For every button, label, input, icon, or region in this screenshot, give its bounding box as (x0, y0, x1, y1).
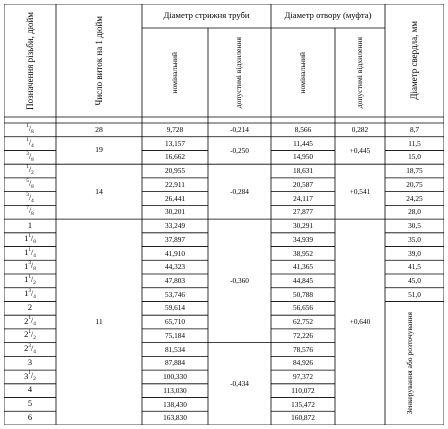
designation-fraction: $^1/_2$ (28, 329, 36, 342)
drill-diameter-value: 24,25 (406, 193, 423, 203)
pipe-nominal-value: 16,662 (164, 152, 186, 162)
hole-nominal-value: 110,072 (291, 385, 315, 395)
thread-designation (4, 288, 56, 302)
pipe-nominal-value: 47,803 (164, 276, 186, 286)
pipe-nominal-value: 37,897 (164, 234, 186, 244)
designation-fraction: $^3/_8$ (26, 150, 34, 163)
pipe-nominal-value: 9,728 (166, 125, 184, 135)
designation-fraction: $^1/_2$ (26, 164, 34, 177)
pipe-nominal-value: 100,330 (163, 372, 187, 382)
designation-whole: 3 (24, 371, 29, 381)
thread-designation (4, 370, 56, 384)
designation-fraction: $^3/_4$ (28, 287, 36, 300)
designation-fraction: $^1/_4$ (26, 136, 34, 149)
drill-note-text: Зенкерування або розточування (404, 312, 414, 415)
pipe-nominal-value: 41,910 (164, 248, 186, 258)
hole-nominal-value: 14,950 (292, 152, 314, 162)
drill-diameter-value: 15,0 (408, 152, 421, 162)
hole-nominal-value: 44,845 (292, 276, 314, 286)
thread-designation (4, 315, 56, 329)
thread-designation (4, 301, 56, 315)
designation-whole: 5 (27, 398, 33, 408)
thread-designation (4, 247, 56, 261)
designation-fraction: $^3/_4$ (28, 342, 36, 355)
drill-diameter-value: 11,5 (408, 138, 421, 148)
hole-tolerance-value: +0,541 (349, 186, 371, 196)
hole-tolerance-value: +0,445 (349, 145, 371, 155)
designation-fraction: $^3/_8$ (28, 260, 36, 273)
thread-designation (4, 411, 56, 425)
pipe-nominal-value: 13,157 (164, 138, 186, 148)
drill-diameter-value: 8,7 (409, 125, 420, 135)
designation-whole: 1 (24, 275, 29, 285)
drill-diameter-value: 41,5 (408, 262, 421, 272)
designation-whole: 2 (27, 302, 33, 312)
thread-designation (4, 343, 56, 357)
thread-designation (4, 329, 56, 343)
pipe-nominal-value: 44,323 (164, 262, 186, 272)
header-designation: Позначення різьби, дюйм (24, 11, 35, 110)
header-hole-diameter: Діаметр отвору (муфта) (284, 10, 372, 21)
thread-designation (4, 137, 56, 151)
pipe-tolerance-value: -0,434 (230, 378, 249, 388)
header-hole-tolerance: допустимі відхилення (354, 36, 364, 109)
hole-nominal-value: 20,587 (292, 179, 314, 189)
drill-diameter-value: 51,0 (408, 289, 421, 299)
hole-nominal-value: 84,926 (292, 358, 314, 368)
pipe-nominal-value: 75,184 (164, 330, 186, 340)
hole-nominal-value: 72,226 (292, 330, 314, 340)
pipe-nominal-value: 33,249 (164, 221, 186, 231)
hole-nominal-value: 18,631 (292, 166, 314, 176)
designation-fraction: $^1/_8$ (26, 123, 34, 136)
designation-fraction: $^5/_8$ (26, 178, 34, 191)
thread-designation (4, 123, 56, 137)
drill-diameter-value: 20,75 (406, 179, 423, 189)
header-drill-diameter: Діаметр свердла, мм (409, 21, 420, 100)
designation-whole: 1 (24, 247, 29, 257)
header-pipe-nominal: номінальний (169, 51, 179, 94)
thread-designation (4, 150, 56, 164)
pipe-tolerance-value: -0,214 (230, 125, 249, 135)
hole-nominal-value: 50,788 (292, 289, 314, 299)
pipe-nominal-value: 87,884 (164, 358, 186, 368)
thread-designation (4, 178, 56, 192)
thread-designation (4, 164, 56, 178)
hole-nominal-value: 97,372 (292, 372, 314, 382)
designation-whole: 1 (24, 261, 29, 271)
hole-nominal-value: 78,576 (292, 344, 314, 354)
designation-fraction: $^1/_8$ (28, 232, 36, 245)
thread-designation (4, 192, 56, 206)
drill-diameter-value: 18,75 (406, 166, 423, 176)
designation-fraction: $^1/_4$ (28, 315, 36, 328)
drill-diameter-value: 35,0 (408, 234, 421, 244)
thread-designation (4, 356, 56, 370)
pipe-tolerance-value: -0,360 (230, 276, 249, 286)
pipe-nominal-value: 22,911 (165, 179, 185, 189)
drill-diameter-value: 28,0 (408, 207, 421, 217)
hole-nominal-value: 8,566 (294, 125, 312, 135)
designation-whole: 1 (27, 220, 33, 230)
threads-per-inch-value: 11 (95, 316, 103, 326)
thread-designation (4, 398, 56, 412)
pipe-nominal-value: 26,441 (164, 193, 186, 203)
thread-designation (4, 205, 56, 219)
thread-designation (4, 274, 56, 288)
designation-fraction: $^7/_8$ (26, 205, 34, 218)
hole-tolerance-value: 0,282 (351, 125, 369, 135)
designation-whole: 3 (27, 357, 33, 367)
designation-fraction: $^1/_4$ (28, 246, 36, 259)
designation-whole: 1 (24, 289, 29, 299)
pipe-nominal-value: 59,614 (164, 303, 186, 313)
pipe-nominal-value: 30,201 (164, 207, 186, 217)
thread-table (4, 4, 444, 425)
thread-designation (4, 260, 56, 274)
pipe-nominal-value: 20,955 (164, 166, 186, 176)
hole-tolerance-value: +0,640 (349, 317, 371, 327)
designation-whole: 1 (24, 234, 29, 244)
threads-per-inch-value: 19 (95, 145, 103, 155)
designation-whole: 4 (27, 385, 33, 395)
threads-per-inch-value: 14 (95, 186, 103, 196)
hole-nominal-value: 27,877 (292, 207, 314, 217)
pipe-nominal-value: 138,430 (163, 399, 187, 409)
hole-nominal-value: 34,939 (292, 234, 314, 244)
pipe-nominal-value: 81,534 (164, 344, 186, 354)
hole-nominal-value: 135,472 (291, 399, 315, 409)
hole-nominal-value: 24,117 (293, 193, 313, 203)
drill-diameter-value: 30,5 (408, 221, 421, 231)
hole-nominal-value: 62,752 (292, 317, 314, 327)
hole-nominal-value: 160,872 (291, 413, 315, 423)
pipe-nominal-value: 53,746 (164, 289, 186, 299)
pipe-nominal-value: 113,030 (163, 385, 187, 395)
pipe-tolerance-value: -0,250 (230, 145, 249, 155)
designation-whole: 6 (27, 412, 33, 422)
designation-whole: 2 (24, 344, 29, 354)
header-threads-per-inch: Число виток на 1 дюйм (93, 15, 104, 106)
thread-designation (4, 219, 56, 233)
header-pipe-diameter: Діаметр стрижня труби (163, 10, 250, 21)
header-pipe-tolerance: допустимі відхилення (234, 36, 244, 109)
hole-nominal-value: 30,291 (292, 221, 314, 231)
designation-fraction: $^1/_2$ (28, 274, 36, 287)
pipe-nominal-value: 65,710 (164, 317, 186, 327)
hole-nominal-value: 41,365 (292, 262, 314, 272)
hole-nominal-value: 11,445 (293, 138, 313, 148)
pipe-nominal-value: 163,830 (163, 413, 187, 423)
drill-diameter-value: 39,0 (408, 248, 421, 258)
designation-fraction: $^3/_4$ (26, 191, 34, 204)
designation-whole: 2 (24, 330, 29, 340)
threads-per-inch-value: 28 (95, 124, 103, 134)
thread-designation (4, 384, 56, 398)
designation-fraction: $^1/_2$ (28, 370, 36, 383)
drill-note (385, 301, 444, 425)
drill-diameter-value: 45,0 (408, 276, 421, 286)
hole-nominal-value: 38,952 (292, 248, 314, 258)
hole-nominal-value: 56,656 (292, 303, 314, 313)
designation-whole: 2 (24, 316, 29, 326)
header-hole-nominal: номінальний (297, 51, 307, 94)
pipe-tolerance-value: -0,284 (230, 186, 249, 196)
thread-designation (4, 233, 56, 247)
